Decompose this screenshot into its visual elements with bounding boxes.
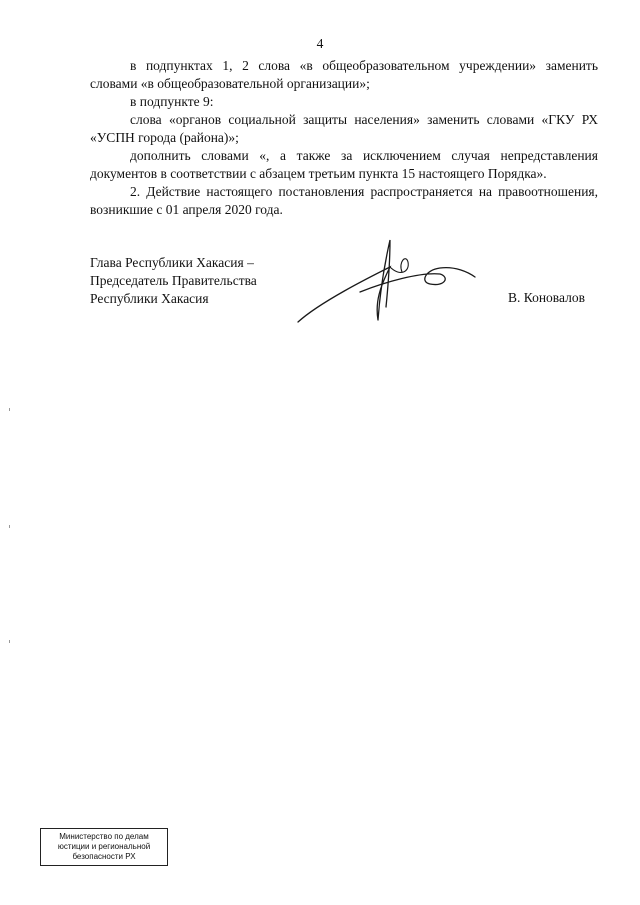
document-body (90, 57, 598, 219)
stamp-line-2: юстиции и региональной (57, 842, 151, 851)
paragraph-1: в подпунктах 1, 2 слова «в общеобразовательном учреждении» заменить словами «в общеобразовательной организации»; (90, 58, 598, 91)
registration-stamp (40, 828, 168, 866)
stamp-line-1: Министерство по делам (59, 832, 149, 841)
margin-mark (9, 640, 10, 643)
margin-mark (9, 525, 10, 528)
signatory-title-line-3: Республики Хакасия (90, 291, 209, 306)
signatory-title-line-2: Председатель Правительства (90, 273, 257, 288)
paragraph-2: в подпункте 9: (130, 94, 214, 109)
margin-mark (9, 408, 10, 411)
paragraph-4: дополнить словами «, а также за исключением случая непредставления документов в соответствии с абзацем третьим пункта 15 настоящего Порядка». (90, 148, 598, 181)
paragraph-5: 2. Действие настоящего постановления распространяется на правоотношения, возникшие с 01 апреля 2020 года. (90, 184, 598, 217)
handwritten-signature (290, 232, 490, 332)
signer-name: В. Коновалов (508, 290, 585, 305)
paragraph-3: слова «органов социальной защиты населения» заменить словами «ГКУ РХ «УСПН города (района)»; (90, 112, 598, 145)
signatory-title-line-1: Глава Республики Хакасия – (90, 255, 254, 270)
page-number: 4 (316, 36, 324, 51)
signatory-title (90, 254, 257, 308)
stamp-line-3: безопасности РХ (72, 852, 136, 861)
